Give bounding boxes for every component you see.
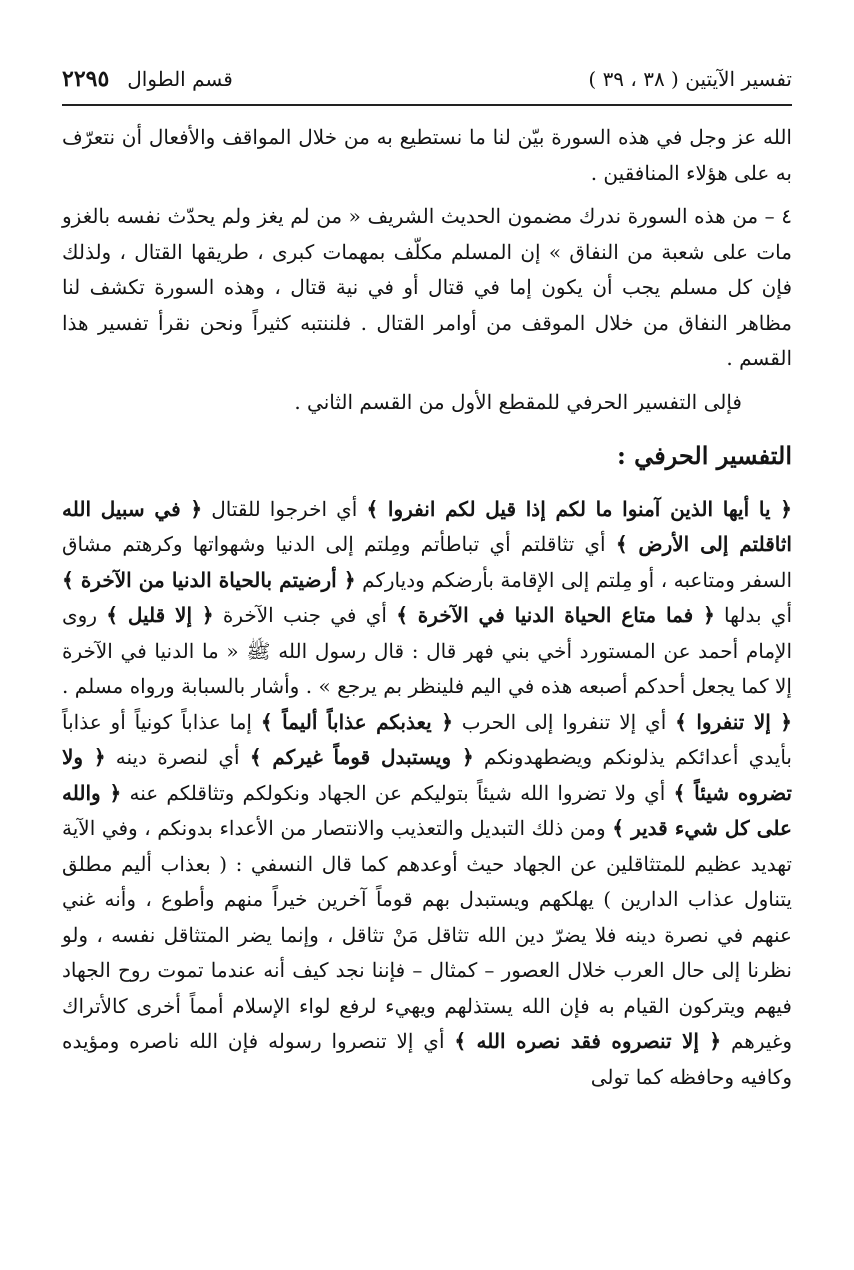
commentary-segment: روى الإمام أحمد عن المستورد أخي بني فهر قال : قال رسول الله ﷺ « ما الدنيا في الآخرة إلا كما يجعل أحدكم أصبعه هذه في اليم فلينظر بم يرجع » . وأشار بالسبابة ورواه مسلم . <box>62 603 792 698</box>
commentary-segment: أي بدلها <box>714 603 792 627</box>
verse-segment: ﴿ يا أيها الذين آمنوا ما لكم إذا قيل لكم انفروا ﴾ <box>366 496 792 521</box>
verse-segment: ﴿ إلا تنفروا ﴾ <box>675 709 792 734</box>
header-divider <box>62 104 792 106</box>
commentary-segment: أي ولا تضروا الله شيئاً بتوليكم عن الجهاد ونكولكم وتثاقلكم عنه <box>121 780 674 805</box>
running-header <box>62 58 792 100</box>
commentary-segment: أي إلا تنفروا إلى الحرب <box>452 709 676 734</box>
commentary-segment: ومن ذلك التبديل والتعذيب والانتصار من الأعداء بدونكم ، وفي الآية تهديد عظيم للمتثاقلين عن الجهاد حيث أوعدهم كما قال النسفي : ( بعذاب أليم مطلق يتناول عذاب الدارين ) يهلكهم ويستبدل بهم قوماً آخرين خيراً منهم وأطوع ، وأنه غني عنهم في نصرة دينه فلا يضرّ دين الله تثاقل مَنْ تثاقل ، وإنما يضر المتثاقل نفسه ، ولو نظرنا إلى حال العرب خلال العصور – كمثال – فإننا نجد كيف أنه عندما تموت روح الجهاد فيهم ويتركون القيام به فإن الله يستذلهم ويهيء لرفع لواء الإسلام أمماً أخرى كالأتراك وغيرهم <box>62 816 793 1053</box>
page-body <box>62 120 792 1095</box>
verse-segment: ﴿ إلا تنصروه فقد نصره الله ﴾ <box>454 1029 722 1053</box>
paragraph-gap <box>62 377 792 385</box>
commentary-segment: أي تثاقلتم أي تباطأتم ومِلتم إلى الدنيا وشهواتها وكرهتم مشاق السفر ومتاعبه ، أو مِلتم إلى الإقامة بأرضكم ودياركم <box>62 532 793 592</box>
page-number: ٢٢٩٥ <box>62 66 110 92</box>
section-title: قسم الطوال <box>127 67 233 91</box>
verse-segment: ﴿ إلا قليل ﴾ <box>106 603 214 627</box>
commentary-segment: أي في جنب الآخرة <box>213 603 397 627</box>
verse-segment: ﴿ والله على كل شيء قدير ﴾ <box>62 780 792 840</box>
verse-segment: ﴿ ويستبدل قوماً غيركم ﴾ <box>249 745 474 769</box>
commentary-segment: أي لنصرة دينه <box>105 745 250 769</box>
section-heading: التفسير الحرفي : <box>616 441 792 470</box>
paragraph-gap <box>62 191 792 199</box>
commentary-segment: إما عذاباً كونياً أو عذاباً بأيدي أعدائكم يذلونكم ويضطهدونكم <box>62 709 793 769</box>
verse-segment: ﴿ يعذبكم عذاباً أليماً ﴾ <box>260 709 453 734</box>
intro-paragraph-3: فإلى التفسير الحرفي للمقطع الأول من القسم الثاني . <box>294 389 742 414</box>
verse-segment: ﴿ ولا تضروه شيئاً ﴾ <box>62 745 792 805</box>
tafsir-paragraph <box>62 492 792 1096</box>
verse-segment: ﴿ في سبيل الله اثاقلتم إلى الأرض ﴾ <box>62 496 792 556</box>
intro-paragraph-1: الله عز وجل في هذه السورة بيّن لنا ما نستطيع به من خلال المواقف والأفعال أن نتعرّف به على هؤلاء المنافقين . <box>62 125 792 185</box>
header-left-group <box>62 66 233 92</box>
verse-segment: ﴿ فما متاع الحياة الدنيا في الآخرة ﴾ <box>396 603 715 627</box>
intro-paragraph-2: ٤ – من هذه السورة ندرك مضمون الحديث الشريف « من لم يغز ولم يحدّث نفسه بالغزو مات على شعبة من النفاق » إن المسلم مكلّف بمهمات كبرى ، طريقها القتال ، ولذلك فإن كل مسلم يجب أن يكون إما في قتال أو في نية قتال ، وهذه السورة تكشف لنا مظاهر النفاق من خلال الموقف من أوامر القتال . فلننتبه كثيراً ونحن نقرأ تفسير هذا القسم . <box>62 204 792 370</box>
commentary-segment: أي إلا تنصروا رسوله فإن الله ناصره ومؤيده وكافيه وحافظه كما تولى <box>62 1029 792 1089</box>
verse-segment: ﴿ أرضيتم بالحياة الدنيا من الآخرة ﴾ <box>62 567 356 592</box>
commentary-segment: أي اخرجوا للقتال <box>202 496 367 521</box>
chapter-title: تفسير الآيتين ( ٣٨ ، ٣٩ ) <box>588 67 792 91</box>
